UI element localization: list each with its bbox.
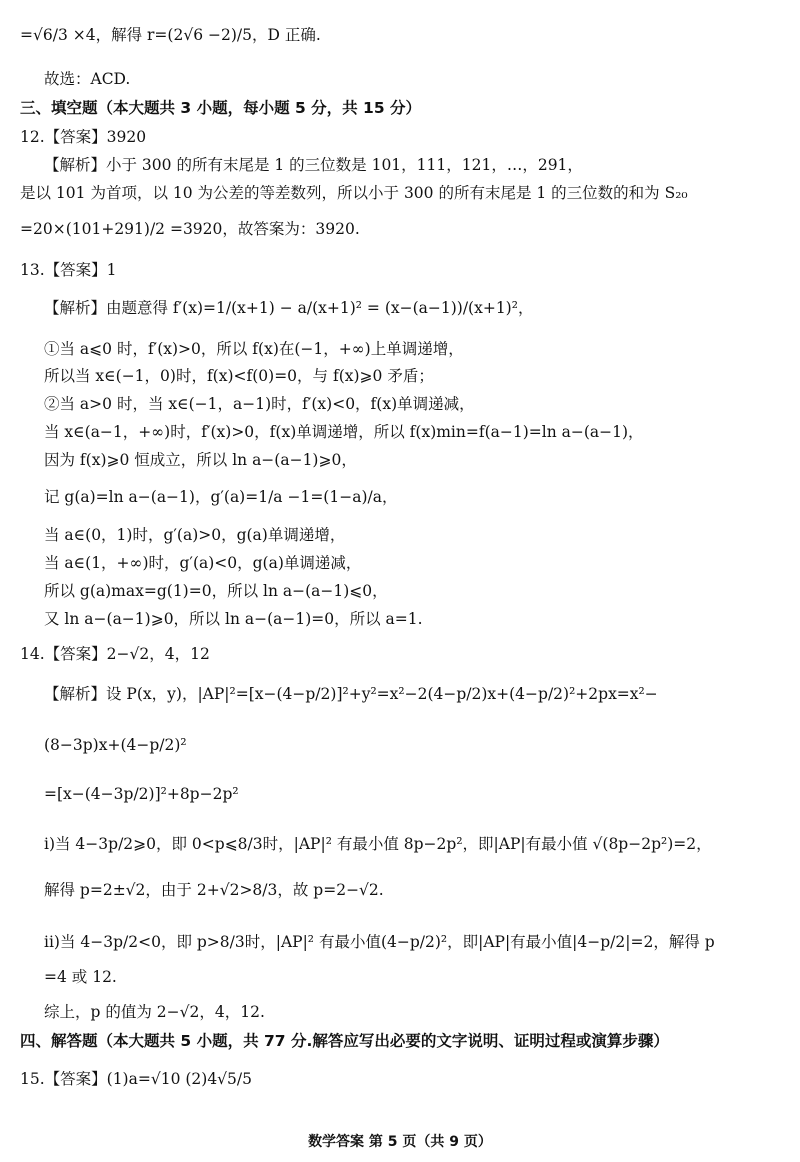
section-heading: 四、解答题（本大题共 5 小题，共 77 分.解答应写出必要的文字说明、证明过程或演算步骤） bbox=[20, 1032, 669, 1050]
text-line: ii)当 4−3p/2<0，即 p>8/3时，|AP|² 有最小值(4−p/2)²，即|AP|有最小值|4−p/2|=2，解得 p bbox=[44, 933, 715, 951]
text-line: 因为 f(x)⩾0 恒成立，所以 ln a−(a−1)⩾0， bbox=[44, 451, 357, 469]
text-line: 【解析】由题意得 f′(x)=1/(x+1) − a/(x+1)² = (x−(a−1))/(x+1)²， bbox=[44, 299, 534, 317]
text-line: =4 或 12. bbox=[44, 968, 117, 986]
text-line: 又 ln a−(a−1)⩾0，所以 ln a−(a−1)=0，所以 a=1. bbox=[44, 610, 423, 628]
text-line: 当 a∈(1，+∞)时，g′(a)<0，g(a)单调递减， bbox=[44, 554, 362, 572]
text-line: 当 x∈(a−1，+∞)时，f′(x)>0，f(x)单调递增，所以 f(x)min=f(a−1)=ln a−(a−1)， bbox=[44, 423, 644, 441]
text-line: 综上，p 的值为 2−√2，4，12. bbox=[44, 1003, 265, 1021]
text-line: (8−3p)x+(4−p/2)² bbox=[44, 736, 187, 754]
text-line: ②当 a>0 时，当 x∈(−1，a−1)时，f′(x)<0，f(x)单调递减， bbox=[44, 395, 475, 413]
section-heading: 三、填空题（本大题共 3 小题，每小题 5 分，共 15 分） bbox=[20, 99, 422, 117]
text-line: 【解析】设 P(x，y)，|AP|²=[x−(4−p/2)]²+y²=x²−2(4−p/2)x+(4−p/2)²+2px=x²− bbox=[44, 685, 658, 703]
text-line: 故选：ACD. bbox=[44, 70, 131, 88]
text-line: 是以 101 为首项，以 10 为公差的等差数列，所以小于 300 的所有末尾是 1 的三位数的和为 S₂₀ bbox=[20, 184, 688, 202]
text-line: =[x−(4−3p/2)]²+8p−2p² bbox=[44, 785, 239, 803]
text-line: =√6/3 ×4，解得 r=(2√6 −2)/5，D 正确. bbox=[20, 26, 321, 44]
text-line: 14.【答案】2−√2，4，12 bbox=[20, 645, 210, 663]
text-line: 12.【答案】3920 bbox=[20, 128, 147, 146]
text-line: 当 a∈(0，1)时，g′(a)>0，g(a)单调递增， bbox=[44, 526, 346, 544]
text-line: 所以 g(a)max=g(1)=0，所以 ln a−(a−1)⩽0， bbox=[44, 582, 388, 600]
text-line: 解得 p=2±√2，由于 2+√2>8/3，故 p=2−√2. bbox=[44, 881, 384, 899]
text-line: =20×(101+291)/2 =3920，故答案为：3920. bbox=[20, 220, 360, 238]
text-line: 记 g(a)=ln a−(a−1)，g′(a)=1/a −1=(1−a)/a， bbox=[44, 488, 398, 506]
text-line: 【解析】小于 300 的所有末尾是 1 的三位数是 101，111，121，…，291， bbox=[44, 156, 583, 174]
text-line: ①当 a⩽0 时，f′(x)>0，所以 f(x)在(−1，+∞)上单调递增， bbox=[44, 340, 464, 358]
text-line: 13.【答案】1 bbox=[20, 261, 117, 279]
page-footer: 数学答案 第 5 页（共 9 页） bbox=[308, 1134, 492, 1150]
text-line: i)当 4−3p/2⩾0，即 0<p⩽8/3时，|AP|² 有最小值 8p−2p²，即|AP|有最小值 √(8p−2p²)=2， bbox=[44, 835, 712, 853]
text-line: 所以当 x∈(−1，0)时，f(x)<f(0)=0，与 f(x)⩾0 矛盾； bbox=[44, 367, 434, 385]
text-line: 15.【答案】(1)a=√10 (2)4√5/5 bbox=[20, 1070, 253, 1088]
